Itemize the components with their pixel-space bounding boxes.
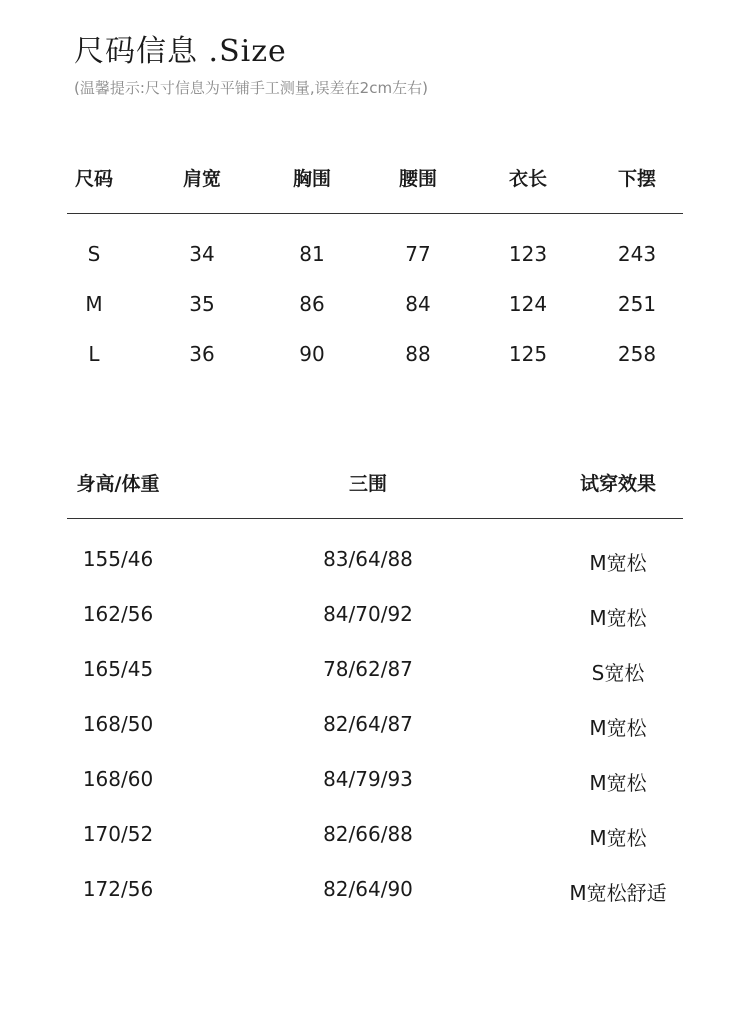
size-table-cell: 34 [189, 242, 215, 266]
fit-table-header-2: 试穿效果 [579, 473, 657, 495]
size-table-cell: 35 [189, 292, 215, 316]
size-table-cell: 124 [508, 292, 548, 316]
size-table-cell: 125 [508, 342, 548, 366]
size-table-cell: 36 [189, 342, 215, 366]
fit-table-divider [67, 518, 683, 519]
fit-table-cell: 84/79/93 [323, 767, 413, 791]
size-table-header-3: 腰围 [398, 168, 438, 190]
fit-table-cell: M宽松 [589, 771, 647, 795]
fit-table-cell: M宽松 [589, 606, 647, 630]
size-table-cell: M [85, 292, 103, 316]
fit-table-cell: 155/46 [82, 547, 154, 571]
size-table-cell: S [87, 242, 101, 266]
size-table-header-0: 尺码 [74, 168, 114, 190]
fit-table-cell: M宽松 [589, 551, 647, 575]
size-table-divider [67, 213, 683, 214]
fit-table-cell: M宽松舒适 [569, 881, 667, 905]
size-table-header-1: 肩宽 [182, 168, 222, 190]
size-table-header-5: 下摆 [617, 168, 657, 190]
fit-table-cell: 162/56 [82, 602, 154, 626]
fit-table-cell: 82/64/90 [323, 877, 413, 901]
fit-table-cell: 83/64/88 [323, 547, 413, 571]
size-table-cell: L [88, 342, 100, 366]
size-table-header-4: 衣长 [508, 168, 548, 190]
fit-table-cell: 84/70/92 [323, 602, 413, 626]
size-table-cell: 88 [405, 342, 431, 366]
size-table-cell: 77 [405, 242, 431, 266]
measurement-note: (温馨提示:尺寸信息为平铺手工测量,误差在2cm左右) [74, 79, 428, 97]
size-table-cell: 90 [299, 342, 325, 366]
fit-table-cell: 82/66/88 [323, 822, 413, 846]
fit-table-cell: M宽松 [589, 716, 647, 740]
fit-table-header-0: 身高/体重 [76, 473, 160, 495]
fit-table-cell: 82/64/87 [323, 712, 413, 736]
size-table-cell: 84 [405, 292, 431, 316]
fit-table-cell: 165/45 [82, 657, 154, 681]
fit-table-cell: 168/60 [82, 767, 154, 791]
page-title-latin: .Size [208, 34, 287, 69]
size-table-header-2: 胸围 [292, 168, 332, 190]
fit-table-cell: 78/62/87 [323, 657, 413, 681]
fit-table-header-1: 三围 [348, 473, 388, 495]
fit-table-cell: 170/52 [82, 822, 154, 846]
size-table-cell: 243 [617, 242, 657, 266]
size-table-cell: 86 [299, 292, 325, 316]
fit-table-cell: S宽松 [591, 661, 645, 685]
page-title-cn: 尺码信息 [74, 34, 198, 69]
size-table-cell: 258 [617, 342, 657, 366]
size-table-cell: 123 [508, 242, 548, 266]
size-table-cell: 81 [299, 242, 325, 266]
fit-table-cell: M宽松 [589, 826, 647, 850]
page-title [74, 30, 287, 74]
fit-table-cell: 168/50 [82, 712, 154, 736]
size-table-cell: 251 [617, 292, 657, 316]
fit-table-cell: 172/56 [82, 877, 154, 901]
